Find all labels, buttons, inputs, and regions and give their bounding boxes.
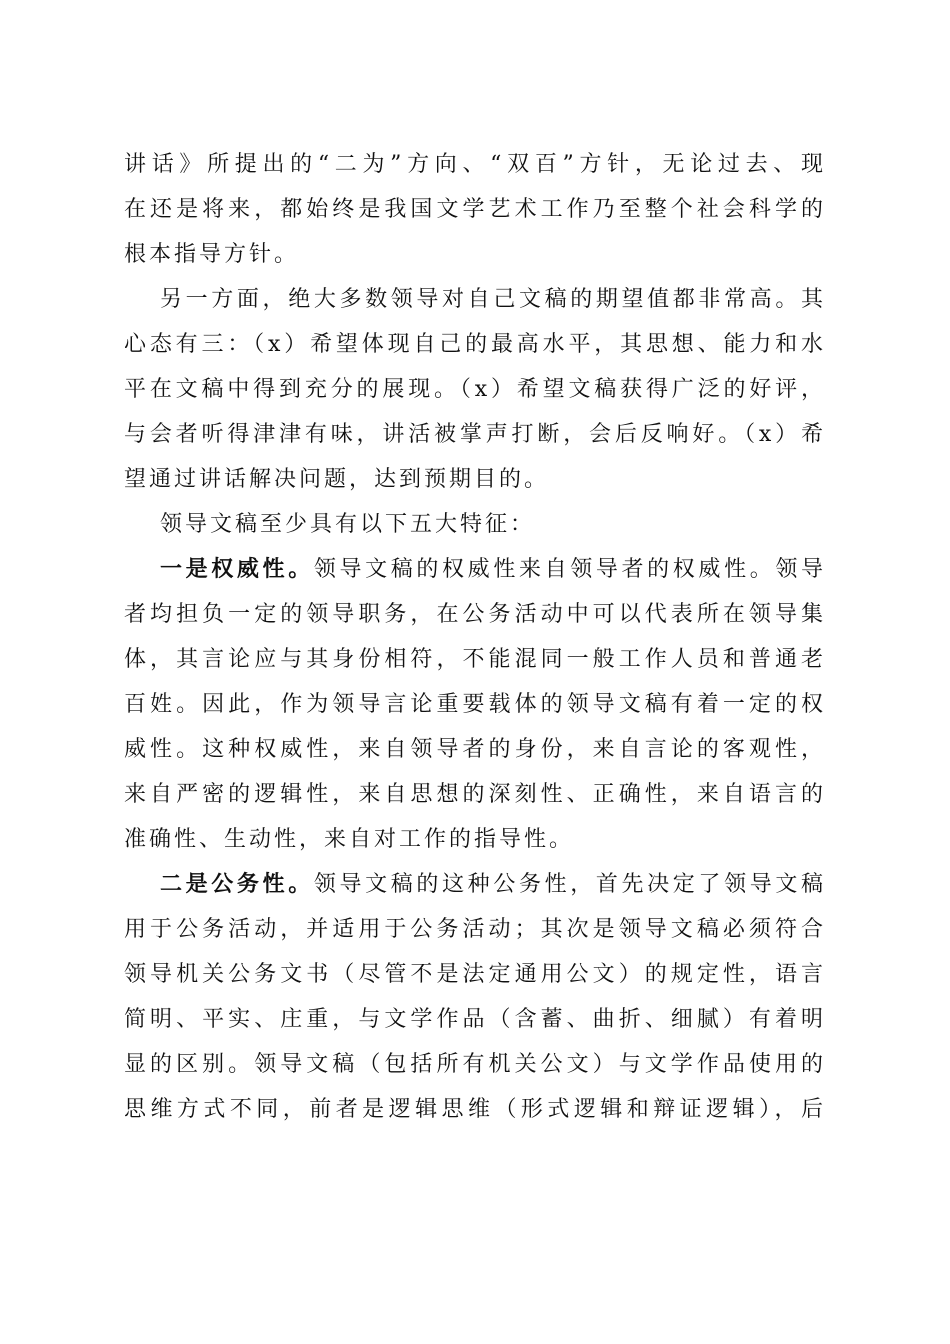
text-line: 讲话》所提出的“二为”方向、“双百”方针，无论过去、现 <box>124 152 826 177</box>
text-line <box>124 547 826 592</box>
text-line: 望通过讲话解决问题，达到预期目的。 <box>124 467 550 492</box>
text-line: 来自严密的逻辑性，来自思想的深刻性、正确性，来自语言的 <box>124 782 826 807</box>
text-line: 在还是将来，都始终是我国文学艺术工作乃至整个社会科学的 <box>124 197 826 222</box>
paragraph-2 <box>124 277 826 502</box>
text-line: 显的区别。领导文稿（包括所有机关公文）与文学作品使用的 <box>124 1052 826 1077</box>
text-line: 简明、平实、庄重，与文学作品（含蓄、曲折、细腻）有着明 <box>124 1007 826 1032</box>
paragraph-official <box>124 862 826 1132</box>
section-heading-official: 二是公务性。 <box>160 871 314 897</box>
text-line <box>124 862 826 907</box>
paragraph-3 <box>124 502 826 547</box>
text-run: 领导文稿的权威性来自领导者的权威性。领导 <box>313 557 826 582</box>
paragraph-1 <box>124 142 826 277</box>
text-run: 领导文稿的这种公务性，首先决定了领导文稿 <box>313 872 826 897</box>
document-body <box>124 142 826 1132</box>
paragraph-authority <box>124 547 826 862</box>
text-line: 根本指导方针。 <box>124 242 300 267</box>
text-line: 另一方面，绝大多数领导对自己文稿的期望值都非常高。其 <box>160 287 826 312</box>
text-line: 领导机关公务文书（尽管不是法定通用公文）的规定性，语言 <box>124 962 826 987</box>
text-line: 思维方式不同，前者是逻辑思维（形式逻辑和辩证逻辑），后 <box>124 1097 826 1122</box>
text-line: 与会者听得津津有味，讲活被掌声打断，会后反响好。（x）希 <box>124 422 826 447</box>
section-heading-authority: 一是权威性。 <box>160 556 314 582</box>
text-line: 者均担负一定的领导职务，在公务活动中可以代表所在领导集 <box>124 602 826 627</box>
text-line: 威性。这种权威性，来自领导者的身份，来自言论的客观性， <box>124 737 826 762</box>
text-line: 百姓。因此，作为领导言论重要载体的领导文稿有着一定的权 <box>124 692 826 717</box>
text-line: 领导文稿至少具有以下五大特征： <box>160 512 536 537</box>
text-line: 心态有三：（x）希望体现自己的最高水平，其思想、能力和水 <box>124 332 826 357</box>
text-line: 准确性、生动性，来自对工作的指导性。 <box>124 827 575 852</box>
text-line: 体，其言论应与其身份相符，不能混同一般工作人员和普通老 <box>124 647 826 672</box>
text-line: 平在文稿中得到充分的展现。（x）希望文稿获得广泛的好评， <box>124 377 826 402</box>
text-line: 用于公务活动，并适用于公务活动；其次是领导文稿必须符合 <box>124 917 826 942</box>
